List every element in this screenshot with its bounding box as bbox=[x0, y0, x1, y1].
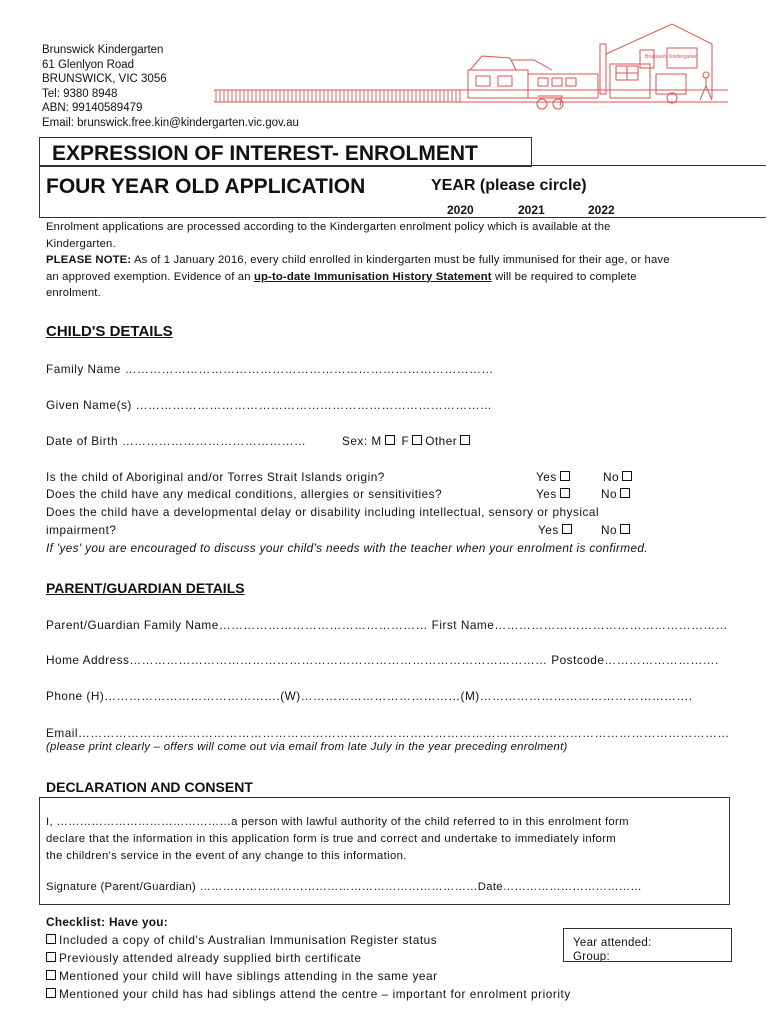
dob-field[interactable]: Date of Birth ……………………………………… bbox=[46, 434, 307, 448]
checklist-item bbox=[46, 969, 438, 983]
intro-note-text: As of 1 January 2016, every child enrolled in kindergarten must be fully immunised for their age, or have bbox=[131, 254, 670, 266]
home-address-field[interactable]: Home Address………………………………………………………………………………………… Postcode………………………. bbox=[46, 653, 719, 667]
checklist-heading: Checklist: Have you: bbox=[46, 915, 169, 929]
phone-field[interactable]: Phone (H)…………………………………….(W)…………………………………(M)……………………………………………. bbox=[46, 689, 693, 703]
yes-label: Yes bbox=[536, 470, 557, 484]
disability-yes bbox=[538, 523, 575, 537]
please-note-label: PLEASE NOTE: bbox=[46, 254, 132, 266]
intro-line: Kindergarten. bbox=[46, 237, 116, 250]
disability-question-cont: impairment? bbox=[46, 523, 117, 537]
address-line: Brunswick Kindergarten bbox=[42, 44, 164, 56]
given-names-field[interactable]: Given Name(s) …………………………………………………………………………… bbox=[46, 398, 493, 412]
group-label: Group: bbox=[573, 951, 610, 962]
checklist-item bbox=[46, 987, 571, 1001]
checklist-item-label: Previously attended already supplied birth certificate bbox=[59, 951, 362, 965]
intro-paragraph bbox=[46, 219, 746, 302]
no-label: No bbox=[603, 470, 620, 484]
year-attended-label: Year attended: bbox=[573, 937, 652, 949]
checklist-checkbox[interactable] bbox=[46, 988, 56, 998]
intro-line bbox=[46, 252, 746, 269]
sex-m-checkbox[interactable] bbox=[385, 435, 395, 445]
year-label: YEAR (please circle) bbox=[431, 177, 587, 194]
immunisation-statement-link: up-to-date Immunisation History Statement bbox=[253, 270, 492, 283]
medical-no bbox=[601, 487, 633, 501]
no-checkbox[interactable] bbox=[620, 524, 630, 534]
yes-checkbox[interactable] bbox=[560, 471, 570, 481]
declaration-line[interactable]: I, ………………………………………a person with lawful authority of the child referred to in this enrolment form bbox=[46, 816, 629, 828]
checklist-checkbox[interactable] bbox=[46, 952, 56, 962]
parent-details-heading: PARENT/GUARDIAN DETAILS bbox=[46, 580, 245, 596]
address-line: Tel: 9380 8948 bbox=[42, 87, 118, 100]
yes-label: Yes bbox=[536, 487, 557, 501]
declaration-line: the children's service in the event of any change to this information. bbox=[46, 850, 407, 862]
sex-other-checkbox[interactable] bbox=[460, 435, 470, 445]
family-name-field[interactable]: Family Name ……………………………………………………………………………… bbox=[46, 362, 494, 376]
signature-field[interactable]: Signature (Parent/Guardian) ………………………………………………………………Date……………………………… bbox=[46, 881, 643, 893]
yes-checkbox[interactable] bbox=[560, 488, 570, 498]
yes-label: Yes bbox=[538, 523, 559, 537]
email-note: (please print clearly – offers will come out via email from late July in the year preceding enrolment) bbox=[46, 741, 568, 753]
medical-yes bbox=[536, 487, 573, 501]
sex-f-checkbox[interactable] bbox=[412, 435, 422, 445]
aboriginal-question: Is the child of Aboriginal and/or Torres Strait Islands origin? bbox=[46, 470, 385, 484]
yes-note: If 'yes' you are encouraged to discuss your child's needs with the teacher when your enrolment is confirmed. bbox=[46, 541, 648, 555]
yes-checkbox[interactable] bbox=[562, 524, 572, 534]
disability-no bbox=[601, 523, 633, 537]
kindergarten-logo bbox=[212, 14, 728, 114]
page-title: EXPRESSION OF INTEREST- ENROLMENT bbox=[52, 142, 478, 165]
intro-text: will be required to complete bbox=[491, 270, 637, 283]
year-option-2022[interactable]: 2022 bbox=[588, 203, 615, 217]
checklist-checkbox[interactable] bbox=[46, 934, 56, 944]
aboriginal-yes bbox=[536, 470, 573, 484]
sex-other-label: Other bbox=[425, 434, 458, 448]
sex-label: Sex: M bbox=[342, 434, 382, 448]
address-line: ABN: 99140589479 bbox=[42, 102, 143, 115]
checklist-checkbox[interactable] bbox=[46, 970, 56, 980]
year-option-2021[interactable]: 2021 bbox=[518, 203, 545, 217]
checklist-item bbox=[46, 951, 362, 965]
aboriginal-no bbox=[603, 470, 635, 484]
address-line: BRUNSWICK, VIC 3056 bbox=[42, 73, 167, 86]
no-label: No bbox=[601, 523, 618, 537]
office-use-box bbox=[563, 928, 732, 962]
checklist-item-label: Mentioned your child has had siblings attend the centre – important for enrolment priority bbox=[59, 987, 571, 1001]
declaration-heading: DECLARATION AND CONSENT bbox=[46, 779, 253, 795]
disability-question: Does the child have a developmental delay or disability including intellectual, sensory or physical bbox=[46, 505, 600, 519]
logo-sign: Brunswick Kindergarten bbox=[645, 54, 698, 60]
email-field[interactable]: Email…………………………………………………………………………………………………………………………………………… bbox=[46, 726, 730, 740]
no-label: No bbox=[601, 487, 618, 501]
address-line: 61 Glenlyon Road bbox=[42, 58, 135, 71]
address-line: Email: brunswick.free.kin@kindergarten.vic.gov.au bbox=[42, 116, 299, 129]
intro-line bbox=[46, 269, 746, 286]
sex-options bbox=[342, 434, 473, 448]
medical-question: Does the child have any medical conditions, allergies or sensitivities? bbox=[46, 487, 443, 501]
intro-text: an approved exemption. Evidence of an bbox=[46, 270, 254, 283]
checklist-item-label: Mentioned your child will have siblings attending in the same year bbox=[59, 969, 438, 983]
intro-line: enrolment. bbox=[46, 287, 101, 299]
checklist-item-label: Included a copy of child's Australian Immunisation Register status bbox=[59, 933, 438, 947]
page-subtitle: FOUR YEAR OLD APPLICATION bbox=[46, 175, 366, 198]
parent-name-field[interactable]: Parent/Guardian Family Name…………………………………………… First Name………………………………………………… bbox=[46, 618, 728, 632]
sex-f-label: F bbox=[401, 434, 410, 448]
checklist-item bbox=[46, 933, 437, 947]
year-option-2020[interactable]: 2020 bbox=[447, 203, 474, 217]
declaration-line: declare that the information in this application form is true and correct and undertake to immediately inform bbox=[46, 833, 616, 845]
no-checkbox[interactable] bbox=[622, 471, 632, 481]
intro-line: Enrolment applications are processed according to the Kindergarten enrolment policy which is available at the bbox=[46, 221, 611, 233]
childs-details-heading: CHILD'S DETAILS bbox=[46, 323, 173, 340]
no-checkbox[interactable] bbox=[620, 488, 630, 498]
